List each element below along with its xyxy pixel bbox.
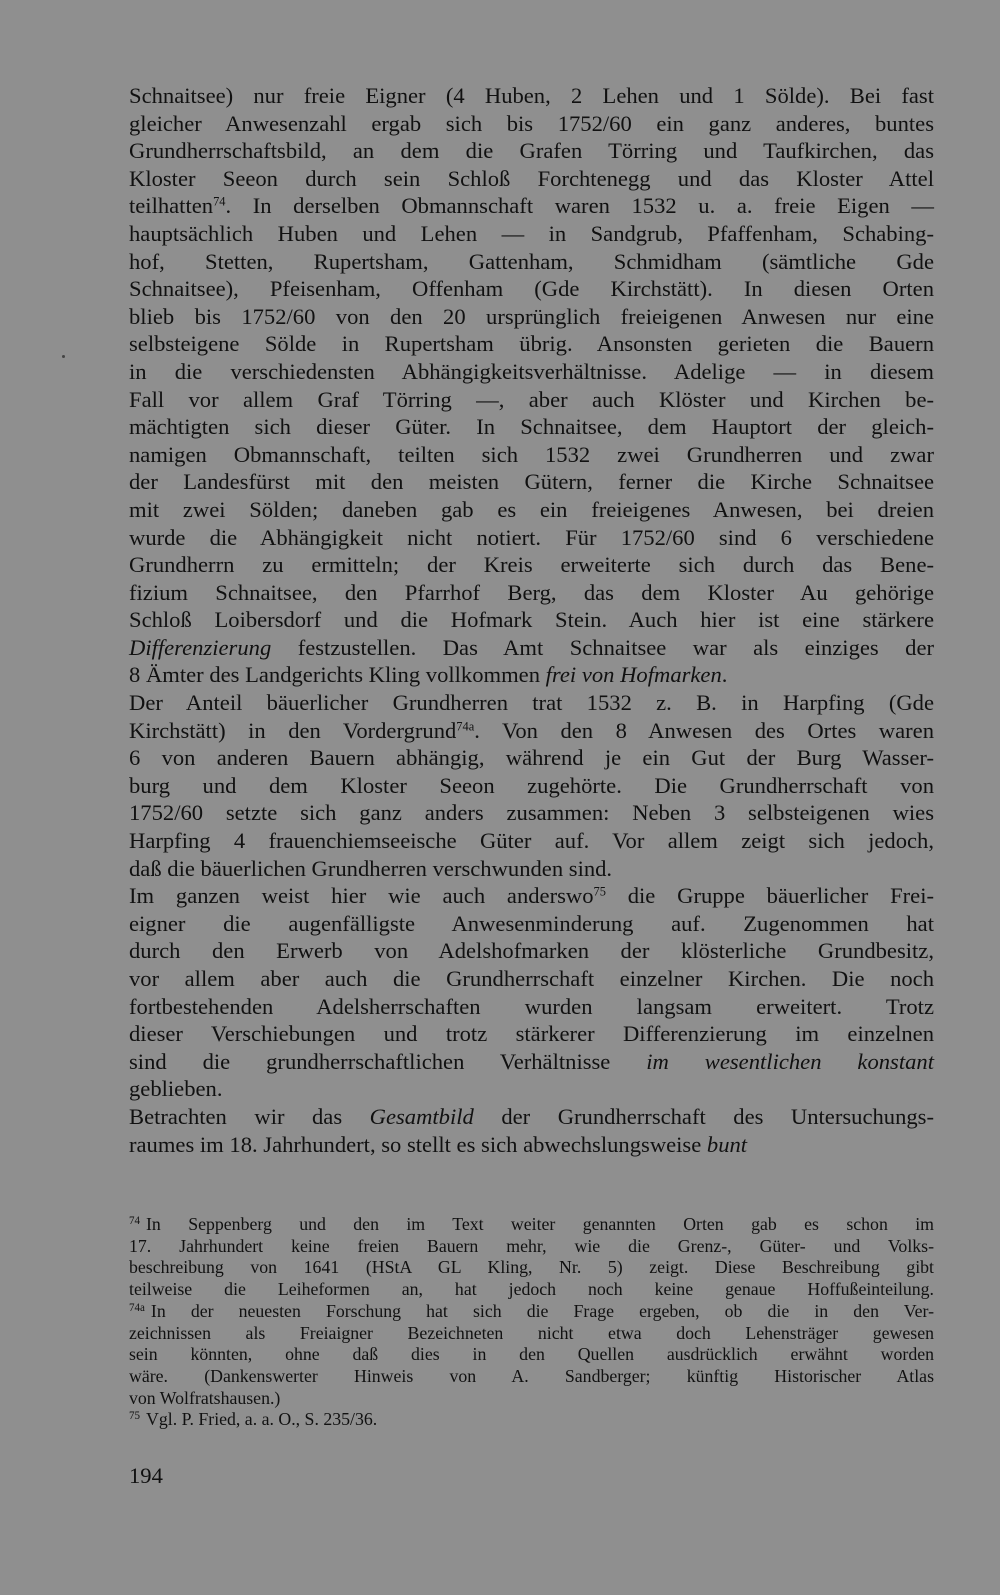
scan-speck xyxy=(62,355,65,358)
text-line xyxy=(129,358,934,386)
text-run: . In derselben Obmannschaft waren 1532 u. a. freie Eigen — xyxy=(225,193,934,219)
text-run: Schnaitsee), Pfeisenham, Offenham (Gde Kirchstätt). In diesen Orten xyxy=(129,276,934,302)
text-run: blieb bis 1752/60 von den 20 ursprünglich freieigenen Anwesen nur eine xyxy=(129,303,934,329)
footnote-text: In Seppenberg und den im Text weiter genannten Orten gab es schon im xyxy=(146,1214,934,1234)
text-run: hauptsächlich Huben und Lehen — in Sandgrub, Pfaffenham, Schabing- xyxy=(129,220,934,246)
footnote-marker: 74 xyxy=(129,1214,141,1227)
emphasis: im wesentlichen konstant xyxy=(646,1048,934,1074)
footnote-text: 17. Jahrhundert keine freien Bauern mehr, wie die Grenz-, Güter- und Volks- xyxy=(129,1235,934,1256)
text-line xyxy=(129,1048,934,1076)
text-run: wurde die Abhängigkeit nicht notiert. Für 1752/60 sind 6 verschiedene xyxy=(129,524,934,550)
emphasis: frei von Hofmarken xyxy=(545,662,722,688)
text-line xyxy=(129,993,934,1021)
footnote-line xyxy=(129,1366,934,1388)
footnote-reference: 75 xyxy=(593,884,606,899)
text-run: mit zwei Sölden; daneben gab es ein freieigenes Anwesen, bei dreien xyxy=(129,496,934,522)
text-line xyxy=(129,937,934,965)
text-run: Schnaitsee) nur freie Eigner (4 Huben, 2 Lehen und 1 Sölde). Bei fast xyxy=(129,83,934,108)
text-run: vor allem aber auch die Grundherrschaft einzelner Kirchen. Die noch xyxy=(129,966,934,991)
text-run: Schloß Loibersdorf und die Hofmark Stein. Auch hier ist eine stärkere xyxy=(129,607,934,633)
text-line xyxy=(129,82,934,110)
text-line xyxy=(129,496,934,524)
text-run: dieser Verschiebungen und trotz stärkerer Differenzierung im einzelnen xyxy=(129,1021,934,1047)
text-line xyxy=(129,468,934,496)
text-line xyxy=(129,441,934,469)
text-line xyxy=(129,524,934,552)
text-line xyxy=(129,606,934,634)
text-line xyxy=(129,551,934,579)
text-line xyxy=(129,827,934,855)
text-run: mächtigten sich dieser Güter. In Schnaitsee, dem Hauptort der gleich- xyxy=(129,414,934,440)
text-run: namigen Obmannschaft, teilten sich 1532 zwei Grundherren und zwar xyxy=(129,441,934,467)
text-run: geblieben. xyxy=(129,1076,223,1102)
text-line xyxy=(129,386,934,414)
text-line xyxy=(129,1103,934,1131)
footnote-line xyxy=(129,1214,934,1236)
text-run: Im ganzen weist hier wie auch anderswo xyxy=(129,883,594,909)
text-run: fortbestehenden Adelsherrschaften wurden langsam erweitert. Trotz xyxy=(129,993,934,1019)
text-line xyxy=(129,192,934,220)
text-run: Grundherrn zu ermitteln; der Kreis erweiterte sich durch das Bene- xyxy=(129,552,934,578)
text-run: Kirchstätt) in den Vordergrund xyxy=(129,717,457,743)
footnote-line xyxy=(129,1236,934,1258)
text-run: Betrachten wir das xyxy=(129,1103,370,1129)
footnote-line xyxy=(129,1344,934,1366)
text-run: . xyxy=(721,662,728,688)
text-run: daß die bäuerlichen Grundherren verschwunden sind. xyxy=(129,855,613,881)
footnote-line xyxy=(129,1279,934,1301)
body-text xyxy=(129,82,934,1158)
footnote-text: sein könnten, ohne daß dies in den Quellen ausdrücklich erwähnt worden xyxy=(129,1344,934,1365)
footnote-line xyxy=(129,1301,934,1323)
text-line xyxy=(129,799,934,827)
text-run: Kloster Seeon durch sein Schloß Forchtenegg und das Kloster Attel xyxy=(129,165,934,191)
text-line xyxy=(129,165,934,193)
text-line xyxy=(129,855,934,883)
text-line xyxy=(129,965,934,993)
text-run: gleicher Anwesenzahl ergab sich bis 1752/60 ein ganz anderes, buntes xyxy=(129,110,934,136)
text-run: fizium Schnaitsee, den Pfarrhof Berg, das dem Kloster Au gehörige xyxy=(129,579,934,605)
text-line xyxy=(129,110,934,138)
text-line xyxy=(129,689,934,717)
footnote-marker: 75 xyxy=(129,1410,141,1423)
text-run: 8 Ämter des Landgerichts Kling vollkommen xyxy=(129,662,546,688)
footnote-reference: 74a xyxy=(456,719,475,734)
text-line xyxy=(129,220,934,248)
footnotes xyxy=(129,1214,934,1431)
text-run: selbsteigene Sölde in Rupertsham übrig. Ansonsten gerieten die Bauern xyxy=(129,331,934,357)
text-line xyxy=(129,1075,934,1103)
text-line xyxy=(129,910,934,938)
text-line xyxy=(129,1131,934,1159)
footnote-text: Vgl. P. Fried, a. a. O., S. 235/36. xyxy=(146,1409,378,1430)
text-run: der Landesfürst mit den meisten Gütern, ferner die Kirche Schnaitsee xyxy=(129,469,934,495)
text-line xyxy=(129,330,934,358)
text-line xyxy=(129,579,934,607)
footnote-reference: 74 xyxy=(213,194,226,209)
text-run: Der Anteil bäuerlicher Grundherren trat 1532 z. B. in Harpfing (Gde xyxy=(129,690,934,716)
emphasis: Differenzierung xyxy=(129,634,272,660)
text-run: 1752/60 setzte sich ganz anders zusammen: Neben 3 selbsteigenen wies xyxy=(129,800,934,826)
text-run: durch den Erwerb von Adelshofmarken der klösterliche Grundbesitz, xyxy=(129,938,934,964)
footnote-text: von Wolfratshausen.) xyxy=(129,1387,281,1408)
text-run: festzustellen. Das Amt Schnaitsee war als einziges der xyxy=(271,634,934,660)
text-run: der Grundherrschaft des Untersuchungs- xyxy=(473,1103,934,1129)
text-line xyxy=(129,137,934,165)
footnote-text: beschreibung von 1641 (HStA GL Kling, Nr. 5) zeigt. Diese Beschreibung gibt xyxy=(129,1257,934,1278)
text-run: sind die grundherrschaftlichen Verhältnisse xyxy=(129,1048,647,1074)
text-run: in die verschiedensten Abhängigkeitsverhältnisse. Adelige — in diesem xyxy=(129,358,934,384)
footnote-line xyxy=(129,1257,934,1279)
footnote-line xyxy=(129,1409,934,1431)
text-run: . Von den 8 Anwesen des Ortes waren xyxy=(474,717,934,743)
footnote-text: In der neuesten Forschung hat sich die Frage ergeben, ob die in den Ver- xyxy=(150,1300,934,1321)
text-line xyxy=(129,634,934,662)
text-line xyxy=(129,1020,934,1048)
text-run: burg und dem Kloster Seeon zugehörte. Die Grundherrschaft von xyxy=(129,772,934,798)
text-line xyxy=(129,248,934,276)
footnote-line xyxy=(129,1388,934,1410)
text-run: eigner die augenfälligste Anwesenminderung auf. Zugenommen hat xyxy=(129,910,934,936)
emphasis: bunt xyxy=(706,1131,748,1157)
footnote-marker: 74a xyxy=(129,1301,145,1314)
text-line xyxy=(129,413,934,441)
text-run: hof, Stetten, Rupertsham, Gattenham, Schmidham (sämtliche Gde xyxy=(129,248,934,274)
emphasis: Gesamtbild xyxy=(369,1103,474,1129)
text-run: Fall vor allem Graf Törring —, aber auch Klöster und Kirchen be- xyxy=(129,386,934,412)
footnote-line xyxy=(129,1323,934,1345)
text-line xyxy=(129,882,934,910)
text-line xyxy=(129,717,934,745)
page-number: 194 xyxy=(129,1463,163,1488)
text-line xyxy=(129,303,934,331)
text-line xyxy=(129,661,934,689)
text-run: die Gruppe bäuerlicher Frei- xyxy=(605,883,934,909)
text-line xyxy=(129,275,934,303)
text-line xyxy=(129,744,934,772)
text-run: raumes im 18. Jahrhundert, so stellt es sich abwechslungsweise xyxy=(129,1131,707,1157)
text-run: Grundherrschaftsbild, an dem die Grafen Törring und Taufkirchen, das xyxy=(129,138,934,164)
text-line xyxy=(129,772,934,800)
text-run: teilhatten xyxy=(129,193,214,219)
text-run: Harpfing 4 frauenchiemseeische Güter auf. Vor allem zeigt sich jedoch, xyxy=(129,828,934,854)
footnote-text: zeichnissen als Freiaigner Bezeichneten nicht etwa doch Lehensträger gewesen xyxy=(129,1322,934,1343)
footnote-text: teilweise die Leiheformen an, hat jedoch noch keine genaue Hoffußeinteilung. xyxy=(129,1279,934,1300)
footnote-text: wäre. (Dankenswerter Hinweis von A. Sandberger; künftig Historischer Atlas xyxy=(129,1365,934,1386)
text-run: 6 von anderen Bauern abhängig, während je ein Gut der Burg Wasser- xyxy=(129,745,934,771)
